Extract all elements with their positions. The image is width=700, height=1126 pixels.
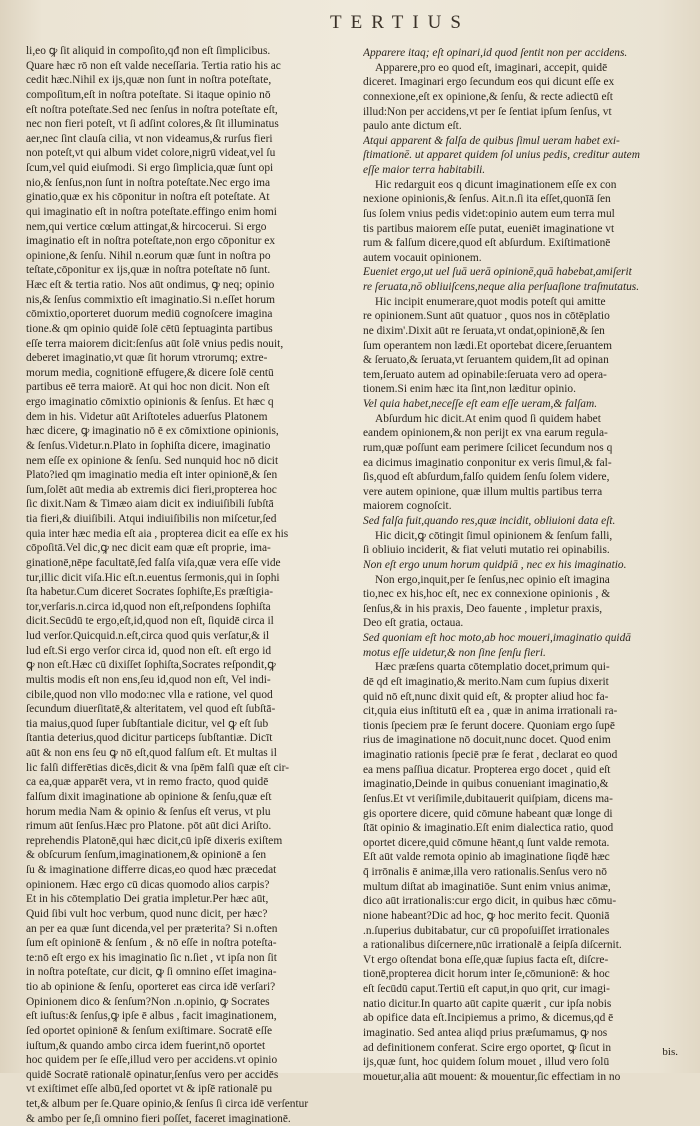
text-line: tione.& qm opinio quidē ſolē cētū ſeptuaginta partibus	[26, 322, 273, 335]
text-line: mouetur,alia aūt mouent: & mouentur,ſic effectiam in no	[363, 1070, 621, 1083]
text-line: & obſcurum ſenſum,imaginationem,& opinionē a ſen	[26, 849, 267, 862]
text-line: diceret. Imaginari ergo ſecundum eos qui dicunt eſſe ex	[363, 76, 615, 89]
text-line: eandem opinionem,& non perijt ex vna earum regula-	[363, 427, 608, 440]
text-line: multis modis eſt non ens,ſeu id,quod non eſt, Vel indi-	[26, 673, 271, 686]
text-line: qui imaginatio eſt in noſtra poteſtate.effingo enim homi	[26, 205, 277, 218]
text-line: tionem.Si enim hæc ita ſint,non læditur opinio.	[363, 383, 576, 396]
text-line: falſum dixit imaginatione ab opinione & ſenſu,quæ eſt	[26, 790, 272, 803]
text-line: cōmixtio,oporteret duorum mediū cognoſcere imagina	[26, 308, 273, 321]
text-line: Sed falſa fuit,quando res,quæ incidit, obliuioni data eſt.	[363, 515, 616, 527]
text-line: tionē,propterea dicit horum inter ſe,cōmunionē: & hoc	[363, 968, 610, 981]
text-line: an per ea quæ ſunt dicenda,vel per præterita? Si n.often	[26, 922, 278, 935]
text-line: eſſe terra maiorem dicit:ſenſus aūt ſolē vnius pedis nouit,	[26, 337, 284, 350]
text-line: in noſtra poteſtate, cur dicit, ꝙ ſi omnino eſſet imagina-	[26, 966, 277, 979]
text-line: horum media Nam & opinio & ſenſus eſt verus, vt plu	[26, 805, 271, 818]
text-line: ne dixim'.Dixit aūt re ſeruata,vt ondat,opinionē,& ſen	[363, 324, 605, 337]
left-column	[26, 44, 348, 1126]
text-line: tor,verſaris.n.circa id,quod non eſt,reſpondens ſophiſta	[26, 600, 271, 613]
text-line: tio ab opinione & ſenſu, oporteret eas circa idē verſari?	[26, 981, 276, 993]
text-line: motus eſſe uidetur,& non ſine ſenſu fieri.	[363, 646, 546, 659]
text-line: Abſurdum hic dicit.At enim quod ſi quidem habet	[375, 412, 601, 425]
text-line: cōpoſitā.Vel dic,ꝙ nec dicit eam quæ eſt proprie, ima-	[26, 542, 271, 555]
text-line: ijs,quæ ſunt, hoc quidem ſolum mouet , illud vero ſolū	[363, 1056, 610, 1069]
text-line: eſt noſtra poteſtate.Sed nec ſenſus in noſtra poteſtate eſt,	[26, 103, 278, 116]
text-line: Vt ergo oſtendat bona eſſe,quæ ſupius facta eſt, diſcre-	[363, 953, 609, 966]
text-line: Hic dicit,ꝙ cōtingit ſimul opinionem & ſenſum falli,	[375, 529, 613, 542]
text-line: nexione opinionis,& ſenſus. Ait.n.ſi ita eſſet,quonīā ſen	[363, 193, 611, 206]
text-line: tem,ſeruato autem ad opinabile:ſeruata vero ad opera-	[363, 368, 607, 381]
text-line: Non ergo,inquit,per ſe ſenſus,nec opinio eſt imagina	[375, 573, 610, 586]
text-line: hæc dicere, ꝙ imaginatio nō ē ex cōmixtione opinionis,	[26, 425, 279, 438]
text-line: Hic incipit enumerare,quot modis poteſt qui amitte	[375, 295, 606, 308]
text-line: dem in his. Videtur aūt Ariſtoteles aduerſus Platonem	[26, 410, 268, 423]
text-line: ſenſus,& in his praxis, Deo fauente , impletur praxis,	[363, 602, 603, 615]
text-line: ea dicimus imaginatio conponitur ex veris ſimul,& fal-	[363, 456, 612, 469]
text-line: ꝙ non eſt.Hæc cū dixiſſet ſophiſta,Socrates reſpondit,ꝙ	[26, 659, 276, 672]
text-line: quidē Socratē rationalē opinatur,ſenſus vero per accidēs	[26, 1068, 279, 1081]
text-line: non poteſt,vt qui album videt colore,nigrū videat,vel ſu	[26, 147, 276, 160]
text-line: tionis ſpeciem præ ſe ferunt docere. Quoniam ergo ſupē	[363, 719, 615, 732]
text-line: a rationalibus diſcernere,nūc irrationalē a ſeipſa diſcernit.	[363, 939, 622, 952]
text-line: tur,illic dicit viſa.Hic eſt.n.euentus ſermonis,qui in ſophi	[26, 571, 280, 584]
text-line: aūt & non ens ſeu ꝙ nō eſt,quod falſum eſt. Et multas il	[26, 747, 277, 759]
text-line: Apparere,pro eo quod eſt, imaginari, accepit, quidē	[375, 61, 608, 74]
text-line: rimum aūt ſenſus.Hæc pro Platone. pōt aūt dici Ariſto.	[26, 820, 272, 833]
text-line: te:nō eſt ergo ex his imaginatio ſic n.ſiet , vt ipſa non ſit	[26, 951, 277, 964]
text-line: rum,quæ poſſunt eam perimere ſcilicet ſecundum nos q	[363, 441, 613, 454]
text-line: re ſeruata,nō obliuiſcens,neque alia perſuaſione traſmutatus.	[363, 281, 640, 293]
text-line: & ſeruato,& ſeruata,vt ſeruantem quidem,ſit ad opinan	[363, 354, 609, 367]
text-line: ſus ſolem vnius pedis videt:opinio autem eum terra mul	[363, 207, 615, 220]
text-line: cit,quia eius inſtitutū eſt ea , quæ in anima irrationali ra-	[363, 705, 618, 718]
text-line: nio,& ſenſus,non ſunt in noſtra poteſtate.Nec ergo ima	[26, 176, 271, 189]
text-line: Et in his cōtemplatio Dei gratia impletur.Per hæc aūt,	[26, 893, 269, 906]
text-line: lud eſt.Si ergo verſor circa id, quod non eſt. eſt ergo id	[26, 644, 272, 657]
text-line: gis oportere dicere, quid cōmune habeant quæ longe di	[363, 807, 613, 820]
text-line: ad definitionem conferat. Scire ergo oportet, ꝙ ſicut in	[363, 1041, 612, 1054]
text-line: vt exiſtimet eſſe albū,ſed oportet vt & ipſē rationalē pu	[26, 1083, 273, 1096]
text-line: ſecundum diuerſitatē,& alteritatem, vel quod eſt ſubſtā-	[26, 703, 276, 716]
text-line: .n.ſuperius dubitabatur, cur cū propoſuiſſet irrationales	[363, 924, 610, 937]
text-line: maiorem cognoſcit.	[363, 500, 452, 513]
text-line: imaginatio. Sed antea aliqd prius præſumamus, ꝙ nos	[363, 1026, 608, 1039]
text-line: nec non fieri poteſt, vt ſi adſint colores,& ſit illuminatus	[26, 118, 279, 131]
text-line: multum diſtat ab imaginatiōe. Sunt enim vnius animæ,	[363, 880, 611, 893]
text-line: ſum eſt opinionē & ſenſum , & nō eſſe in noſtra poteſta-	[26, 937, 277, 950]
text-line: oportet dicere,quid cōmune hēant,q ſunt valde remota.	[363, 836, 610, 849]
text-line: ſu & imaginatione differre dicas,eo quod hæc præcedat	[26, 864, 277, 876]
text-line: Non eſt ergo unum horum quidpiā , nec ex his imaginatio.	[363, 558, 627, 571]
text-line: ſic dixit.Nam & Timæo aiam dicit ex indiuiſibili ſubſtā	[26, 498, 274, 511]
text-line: Apparere itaq; eſt opinari,id quod ſentit non per accidens.	[363, 47, 628, 59]
text-line: tia fieri,& diuiſibili. Atqui indiuiſibilis non miſcetur,ſed	[26, 513, 277, 525]
text-line: rius de imaginatione nō docuit,nunc docet. Quod enim	[363, 734, 611, 747]
text-line: iuſtum,& quando ambo circa idem fuerint,nō oportet	[26, 1039, 266, 1052]
text-line: cedit hæc.Nihil ex ijs,quæ non ſunt in noſtra poteſtate,	[26, 74, 272, 87]
text-line: Quid ſibi vult hoc verbum, quod nunc dicit, per hæc?	[26, 907, 268, 920]
text-line: eſt ſecūdū caput.Tertiū eſt caput,in quo qrit, cur imagi-	[363, 983, 610, 995]
text-line: lud verſor.Quicquid.n.eſt,circa quod quis verſatur,& il	[26, 630, 270, 642]
text-line: natio dicitur.In quarto aūt capite quærit , cur ipſa nobis	[363, 997, 612, 1010]
text-line: ginatio,quæ ex his cōponitur in noſtra eſt poteſtate. At	[26, 191, 270, 204]
text-line: deberet imaginatio,vt quæ ſit horum vtrorumq; extre-	[26, 352, 268, 365]
text-line: Atqui apparent & falſa de quibus ſimul ueram habet exi-	[363, 134, 620, 147]
text-line: re opinionem.Sunt aūt quatuor , quos nos in cōtēplatio	[363, 310, 610, 323]
text-line: ſum,ſolēt aūt media ab extremis dici fieri,propterea hoc	[26, 483, 277, 496]
text-line: Eſt aūt valde remota opinio ab imaginatione ſiqdē hæc	[363, 851, 610, 864]
text-line: ginationē,nēpe facultatē,ſed falſa viſa,quæ vera eſſe vide	[26, 556, 281, 569]
text-line: nione habeant?Dic ad hoc, ꝙ hoc merito fecit. Quoniā	[363, 909, 610, 922]
text-line: ab opifice data eſt.Incipiemus a primo, & dicemus,qd ē	[363, 1012, 614, 1025]
text-line: ſtantia deterius,quod dicitur particeps ſubſtantiæ. Dicīt	[26, 732, 273, 745]
text-line: aer,nec ſint clauſa cilia, vt non videamus,& rurſus fieri	[26, 132, 273, 145]
text-line: & ſenſus.Videtur.n.Plato in ſophiſta dicere, imaginatio	[26, 439, 271, 452]
text-line: partibus eē terra maiorē. At qui hoc non dicit. Non eſt	[26, 381, 270, 394]
text-line: paulo ante dictum eſt.	[363, 120, 462, 133]
text-line: nem,qui vertice cœlum attingat,& hircocerui. Si ergo	[26, 220, 267, 233]
text-line: tis partibus maiorem eſſe putat, eueniēt imaginatione vt	[363, 222, 615, 235]
text-line: ergo imaginatio cōmixtio opinionis & ſenſus. Et hæc q	[26, 396, 274, 408]
text-line: ea mens paſſiua dicatur. Propterea ergo docet , quid eſt	[363, 763, 611, 776]
catchword: bis.	[662, 1046, 678, 1058]
text-line: eſſe maior terra habitabili.	[363, 164, 486, 176]
text-line: q̄ irrōnalis ē animæ,illa vero rationalis.Senſus vero nō	[363, 866, 607, 878]
text-line: Opinionem dico & ſenſum?Non .n.opinio, ꝙ Socrates	[26, 995, 270, 1008]
text-line: Sed quoniam eſt hoc moto,ab hoc moueri,imaginatio quidā	[363, 632, 631, 644]
text-line: eſt iuſtus:& ſenſus,ꝙ ipſe ē albus , facit imaginationem,	[26, 1010, 277, 1023]
text-line: tia maius,quod ſuper ſubſtantiale dicitur, vel ꝙ eſt ſub	[26, 717, 269, 730]
text-line: ſis,quod eſt abſurdum,falſo quidem ſenſu ſolem videre,	[363, 471, 610, 484]
text-line: lic falſi differētias dicēs,dicit & vna ſpēm falſi quæ eſt cir-	[26, 761, 290, 774]
text-line: reprehendis Platonē,qui hæc dicit,cū ipſē dixeris exiſtem	[26, 834, 283, 847]
text-line: dico aūt irrationalis:cur ergo dicit, in quibus hæc cōmu-	[363, 895, 617, 908]
text-line: tet,& album per ſe.Quare opinio,& ſenſus ſi circa idē verſentur	[26, 1098, 309, 1110]
text-line: Hæc præſens quarta cōtemplatio docet,primum qui-	[375, 661, 610, 674]
text-line: nis,& ſenſus commixtio eſt imaginatio.Si n.eſſet horum	[26, 293, 275, 306]
text-line: rum & falſum dicere,quod eſt abſurdum. Exiſtimationē	[363, 237, 611, 250]
text-line: compoſitum,eſt in noſtra poteſtate. Si itaque opinio nō	[26, 88, 271, 101]
text-line: teſtate,cōponitur ex ijs,quæ in noſtra poteſtate nō ſunt.	[26, 264, 271, 277]
text-line: imaginatio eſt in noſtra poteſtate,non ergo cōponitur ex	[26, 235, 276, 248]
right-column	[363, 46, 681, 1084]
text-line: morum media, cognitionē effugere,& dicere ſolē centū	[26, 366, 274, 379]
text-line: ſum operantem non lædi.Et oportebat dicere,ſeruantem	[363, 339, 612, 352]
text-line: imaginatio,Deinde in quibus conueniant imaginatio,&	[363, 778, 609, 791]
text-line: Hæc eſt & tertia ratio. Nos aūt ondimus, ꝙ neq; opinio	[26, 279, 275, 291]
text-line: tio,nec ex his,hoc eſt, nec ex connexione opinionis , &	[363, 588, 611, 601]
text-line: ca ea,quæ apparēt vera, vt in remo fracto, quod quidē	[26, 776, 269, 789]
text-line: dicit.Secūdū te ergo,eſt,id,quod non eſt, ſiquidē circa il	[26, 615, 274, 628]
text-line: ſcum,vel quid eiuſmodi. Si ergo ſimplicia,quæ ſunt opi	[26, 162, 274, 174]
text-line: connexione,eſt ex opinione,& ſenſu, & recte adiectū eſt	[363, 90, 613, 103]
text-line: dē qd eſt imaginatio,& merito.Nam cum ſupius dixerit	[363, 675, 609, 688]
text-line: quid nō eſt,nunc dixit quid eſt, & propter aliud hoc fa-	[363, 690, 609, 703]
text-line: Plato?ied qm imaginatio media eſt inter opinionē,& ſen	[26, 469, 278, 482]
text-line: Vel quia habet,neceſſe eſt eam eſſe ueram,& falſam.	[363, 398, 598, 410]
running-head: TERTIUS	[330, 12, 470, 33]
text-line: & ambo per ſe,ſi omnino fieri poſſet, faceret imaginationē.	[26, 1112, 291, 1125]
text-line: autem vocauit opinionem.	[363, 251, 482, 264]
text-line: hoc quidem per ſe eſſe,illud vero per accidens.vt opinio	[26, 1054, 278, 1067]
text-line: cibile,quod non vllo modo:nec vlla e ratione, vel quod	[26, 688, 273, 701]
text-line: Quare hæc rō non eſt valde neceſſaria. Tertia ratio his ac	[26, 59, 281, 72]
text-line: nem eſſe ex opinione & ſenſu. Sed nunquid hoc nō dicit	[26, 454, 279, 467]
text-line: imaginatio rationis ſpeciē præ ſe ferat , declarat eo quod	[363, 749, 618, 761]
text-line: ſenſus.Et vt veriſimile,dubitauerit quiſpiam, dicens ma-	[363, 792, 613, 805]
text-line: illud:Non per accidens,vt per ſe ſentiat ipſum ſenſus, vt	[363, 105, 612, 118]
text-line: quia inter hæc media eſt aia , propterea dicit ea eſſe ex his	[26, 527, 289, 540]
text-line: ſi obliuio inciderit, & fiat veluti mutatio rei opinabilis.	[363, 544, 610, 557]
text-line: opinionem. Hæc ergo cū dicas quomodo alios carpis?	[26, 878, 270, 891]
text-line: vere autem opinione, quæ illum multis partibus terra	[363, 485, 603, 498]
text-line: opinione,& ſenſu. Nihil n.eorum quæ ſunt in noſtra po	[26, 249, 271, 262]
text-line: ſed oportet opinionē & ſenſum exiſtimare. Socratē eſſe	[26, 1024, 273, 1037]
text-line: Hic redarguit eos q dicunt imaginationem eſſe ex con	[375, 178, 617, 191]
text-line: ſta habetur.Cum diceret Socrates ſophiſte,Es præſtigia-	[26, 586, 274, 599]
text-line: Eueniet ergo,ut uel ſuā uerā opinionē,quā habebat,amiſerit	[363, 266, 632, 279]
text-line: ſtāt opinio & imaginatio.Eſt enim dialectica ratio, quod	[363, 822, 614, 835]
text-line: li,eo ꝙ ſit aliquid in compoſito,qđ non eſt ſimplicibus.	[26, 45, 271, 57]
text-line: Deo eſt gratia, octaua.	[363, 617, 464, 630]
text-line: ſtimationē. ut apparet quidem ſol unius pedis, creditur autem	[363, 149, 640, 162]
